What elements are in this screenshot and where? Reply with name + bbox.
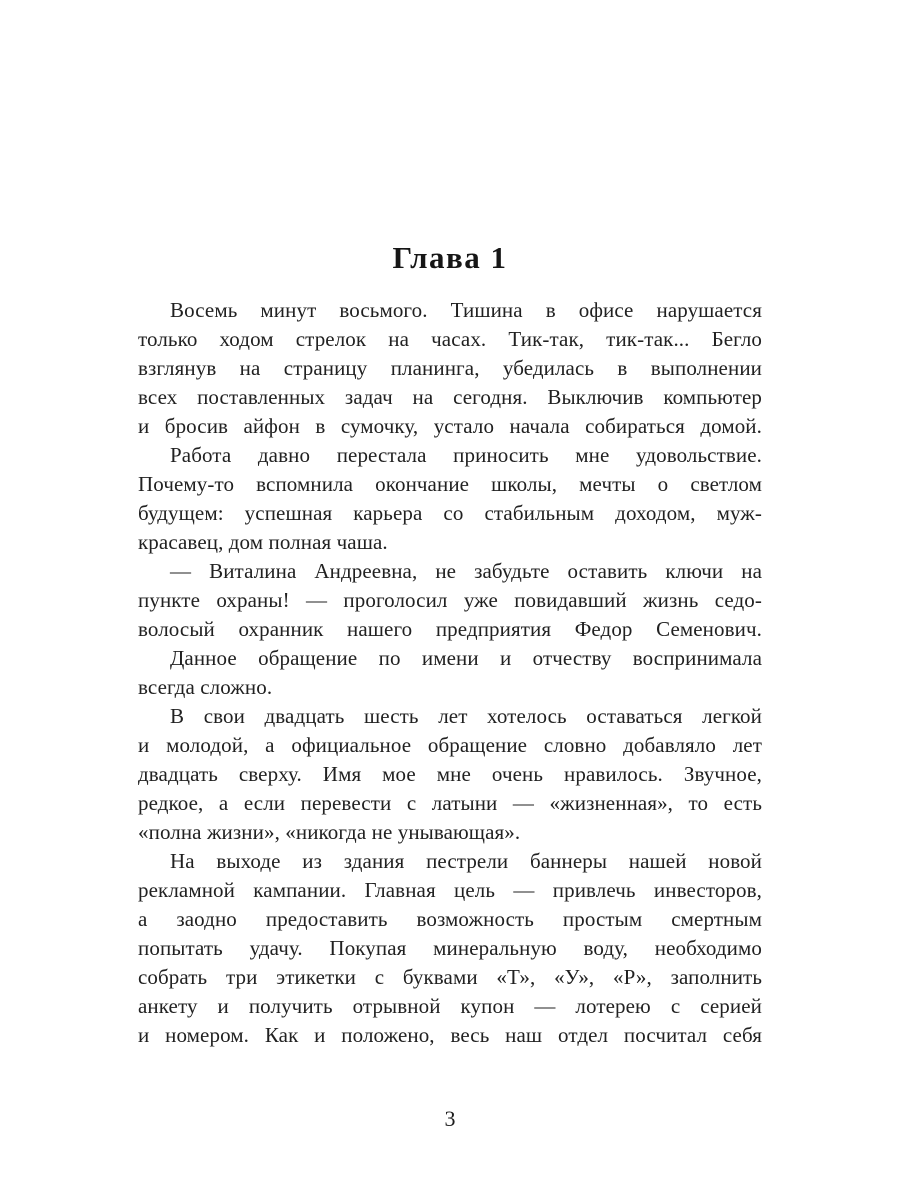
text-line: рекламной кампании. Главная цель — привлечь инвесторов, (138, 878, 762, 902)
paragraph (138, 296, 762, 441)
paragraph (138, 644, 762, 702)
text-line: красавец, дом полная чаша. (138, 530, 388, 554)
text-line: волосый охранник нашего предприятия Федор Семенович. (138, 617, 762, 641)
text-line: Работа давно перестала приносить мне удовольствие. (170, 443, 762, 467)
text-line: всегда сложно. (138, 675, 273, 699)
text-line: собрать три этикетки с буквами «Т», «У», «Р», заполнить (138, 965, 762, 989)
text-line: а заодно предоставить возможность простым смертным (138, 907, 762, 931)
text-line: будущем: успешная карьера со стабильным доходом, муж- (138, 501, 762, 525)
paragraph (138, 702, 762, 847)
text-line: попытать удачу. Покупая минеральную воду, необходимо (138, 936, 762, 960)
text-line: и бросив айфон в сумочку, устало начала собираться домой. (138, 414, 762, 438)
text-line: пункте охраны! — проголосил уже повидавший жизнь седо- (138, 588, 762, 612)
paragraph (138, 847, 762, 1050)
text-line: Почему-то вспомнила окончание школы, мечты о светлом (138, 472, 762, 496)
text-line: — Виталина Андреевна, не забудьте оставить ключи на (170, 559, 762, 583)
paragraph (138, 441, 762, 557)
text-line: анкету и получить отрывной купон — лотерею с серией (138, 994, 762, 1018)
text-line: только ходом стрелок на часах. Тик-так, тик-так... Бегло (138, 327, 762, 351)
text-block (138, 296, 762, 1050)
text-line: Данное обращение по имени и отчеству воспринимала (170, 646, 762, 670)
paragraph (138, 557, 762, 644)
text-line: всех поставленных задач на сегодня. Выключив компьютер (138, 385, 762, 409)
text-line: и молодой, а официальное обращение словно добавляло лет (138, 733, 762, 757)
text-line: В свои двадцать шесть лет хотелось оставаться легкой (170, 704, 762, 728)
text-line: редкое, а если перевести с латыни — «жизненная», то есть (138, 791, 762, 815)
text-line: двадцать сверху. Имя мое мне очень нравилось. Звучное, (138, 762, 762, 786)
text-line: На выходе из здания пестрели баннеры нашей новой (170, 849, 762, 873)
text-line: «полна жизни», «никогда не унывающая». (138, 820, 521, 844)
text-line: и номером. Как и положено, весь наш отдел посчитал себя (138, 1023, 762, 1047)
text-line: Восемь минут восьмого. Тишина в офисе нарушается (170, 298, 762, 322)
page-number: 3 (444, 1106, 456, 1131)
text-line: взглянув на страницу планинга, убедилась в выполнении (138, 356, 762, 380)
chapter-title: Глава 1 (392, 240, 508, 275)
